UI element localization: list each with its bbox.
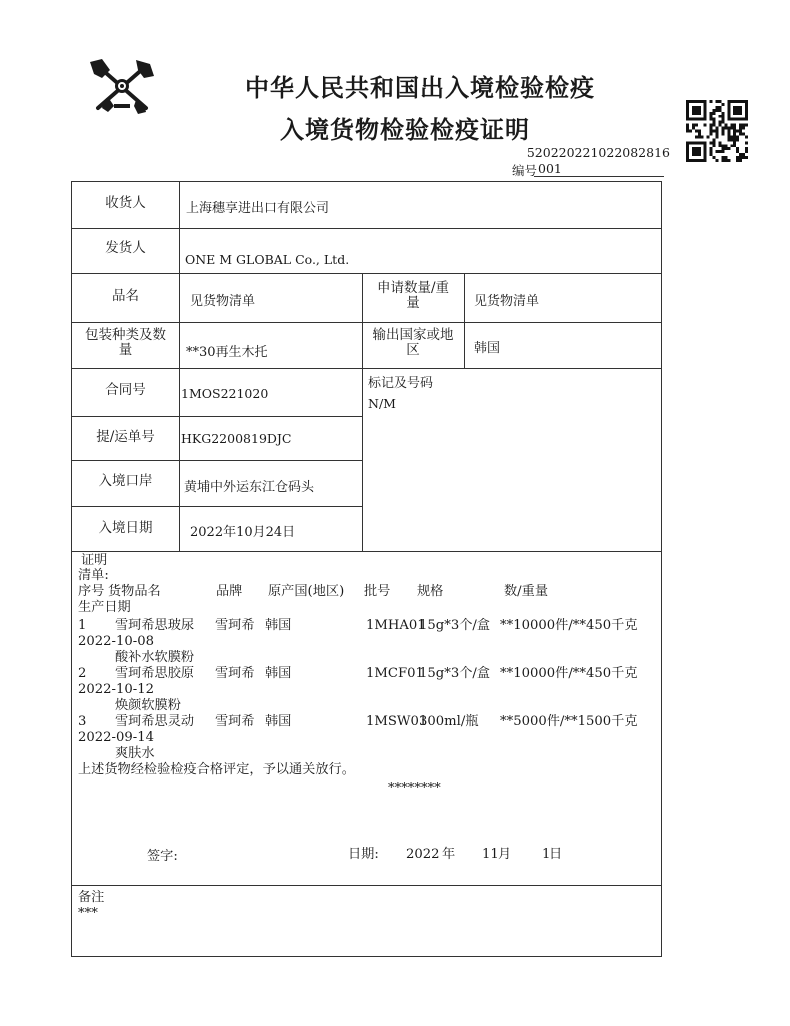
- item-spec: 15g*3个/盒: [419, 666, 491, 681]
- stars-line: ********: [388, 781, 441, 796]
- bill-of-lading-value: HKG2200819DJC: [181, 431, 292, 446]
- col-header-no: 序号: [78, 584, 105, 599]
- quantity-label-line1: 申请数量/重: [376, 280, 450, 296]
- marks-label: 标记及号码: [368, 376, 434, 391]
- col-header-origin: 原产国(地区): [268, 584, 345, 599]
- item-no: 1: [78, 618, 87, 633]
- item-origin: 韩国: [265, 666, 292, 681]
- item-origin: 韩国: [265, 714, 292, 729]
- document-title-line1: 中华人民共和国出入境检验检疫: [245, 74, 595, 102]
- col-header-qty: 数/重量: [504, 584, 549, 599]
- consignee-value: 上海穗享进出口有限公司: [186, 201, 330, 216]
- item-date: 2022-10-08: [78, 634, 155, 649]
- contract-label: 合同号: [105, 382, 146, 398]
- origin-label-line1: 输出国家或地: [372, 327, 454, 343]
- item-qty: **10000件/**450千克: [500, 618, 638, 633]
- signature-label: 签字:: [147, 849, 178, 864]
- document-title-line2: 入境货物检验检疫证明: [280, 116, 530, 144]
- number-suffix: 001: [538, 161, 562, 176]
- item-date: 2022-10-12: [78, 682, 155, 697]
- qr-code-icon: [686, 100, 748, 162]
- certificate-number: 520220221022082816: [526, 145, 670, 160]
- item-qty: **10000件/**450千克: [500, 666, 638, 681]
- item-brand: 雪珂希: [215, 618, 255, 633]
- row-divider: [72, 416, 362, 417]
- bill-of-lading-label: 提/运单号: [96, 429, 155, 445]
- item-batch: 1MCF01: [366, 666, 424, 681]
- item-name-line1: 雪珂希思灵动: [115, 714, 195, 729]
- emblem-icon: [84, 56, 160, 118]
- quantity-label-line2: 量: [406, 295, 420, 311]
- item-brand: 雪珂希: [215, 714, 255, 729]
- item-name-line2: 酸补水软膜粉: [115, 650, 195, 665]
- row-divider: [72, 368, 661, 369]
- item-batch: 1MSW01: [366, 714, 428, 729]
- number-label: 编号: [512, 163, 538, 178]
- item-name-line1: 雪珂希思胶原: [115, 666, 195, 681]
- item-name-line1: 雪珂希思玻尿: [115, 618, 195, 633]
- item-batch: 1MHA01: [366, 618, 426, 633]
- goods-value: 见货物清单: [190, 294, 256, 309]
- list-label: 清单:: [78, 568, 109, 583]
- col-header-spec: 规格: [417, 584, 444, 599]
- row-divider: [72, 506, 362, 507]
- item-no: 3: [78, 714, 87, 729]
- item-name-line2: 爽肤水: [115, 746, 155, 761]
- packing-value: **30再生木托: [186, 345, 268, 360]
- row-divider: [72, 273, 661, 274]
- item-brand: 雪珂希: [215, 666, 255, 681]
- entry-port-value: 黄埔中外运东江仓码头: [184, 480, 315, 495]
- sign-day-unit: 日: [549, 847, 563, 862]
- origin-value: 韩国: [474, 341, 501, 356]
- row-divider: [72, 322, 661, 323]
- conclusion-text: 上述货物经检验检疫合格评定，予以通关放行。: [78, 762, 355, 777]
- consignor-value: ONE M GLOBAL Co., Ltd.: [185, 252, 350, 267]
- col-header-name: 货物品名: [108, 584, 161, 599]
- sign-month-unit: 月: [498, 847, 512, 862]
- marks-value: N/M: [368, 396, 396, 411]
- item-spec: 15g*3个/盒: [419, 618, 491, 633]
- item-no: 2: [78, 666, 87, 681]
- quantity-value: 见货物清单: [474, 294, 540, 309]
- col-header-prod-date: 生产日期: [78, 600, 131, 615]
- row-divider: [72, 885, 661, 886]
- entry-date-value: 2022年10月24日: [190, 525, 296, 540]
- col-header-batch: 批号: [364, 584, 391, 599]
- consignor-label: 发货人: [105, 240, 146, 256]
- sign-month: 11: [482, 847, 499, 862]
- sign-date-label: 日期:: [348, 847, 379, 862]
- row-divider: [72, 460, 362, 461]
- item-name-line2: 焕颜软膜粉: [115, 698, 181, 713]
- consignee-label: 收货人: [105, 195, 146, 211]
- col-divider: [464, 273, 465, 368]
- col-divider: [362, 273, 363, 551]
- certificate-heading: 证明: [81, 553, 108, 568]
- packing-label-line2: 量: [118, 342, 133, 358]
- origin-label-line2: 区: [406, 342, 420, 358]
- remarks-label: 备注: [78, 890, 105, 905]
- remarks-value: ***: [78, 906, 98, 921]
- certificate-table: [71, 181, 662, 957]
- contract-value: 1MOS221020: [181, 386, 269, 401]
- item-origin: 韩国: [265, 618, 292, 633]
- col-header-brand: 品牌: [216, 584, 243, 599]
- sign-year: 2022: [406, 847, 440, 862]
- item-qty: **5000件/**1500千克: [500, 714, 638, 729]
- sign-day: 1: [542, 847, 551, 862]
- item-date: 2022-09-14: [78, 730, 155, 745]
- row-divider: [72, 551, 661, 552]
- goods-label: 品名: [112, 288, 139, 304]
- col-divider: [179, 182, 180, 551]
- entry-port-label: 入境口岸: [98, 473, 153, 489]
- number-underline: [534, 176, 664, 177]
- item-spec: 300ml/瓶: [419, 714, 479, 729]
- packing-label-line1: 包装种类及数: [85, 327, 166, 343]
- sign-year-unit: 年: [442, 847, 456, 862]
- row-divider: [72, 228, 661, 229]
- entry-date-label: 入境日期: [98, 520, 153, 536]
